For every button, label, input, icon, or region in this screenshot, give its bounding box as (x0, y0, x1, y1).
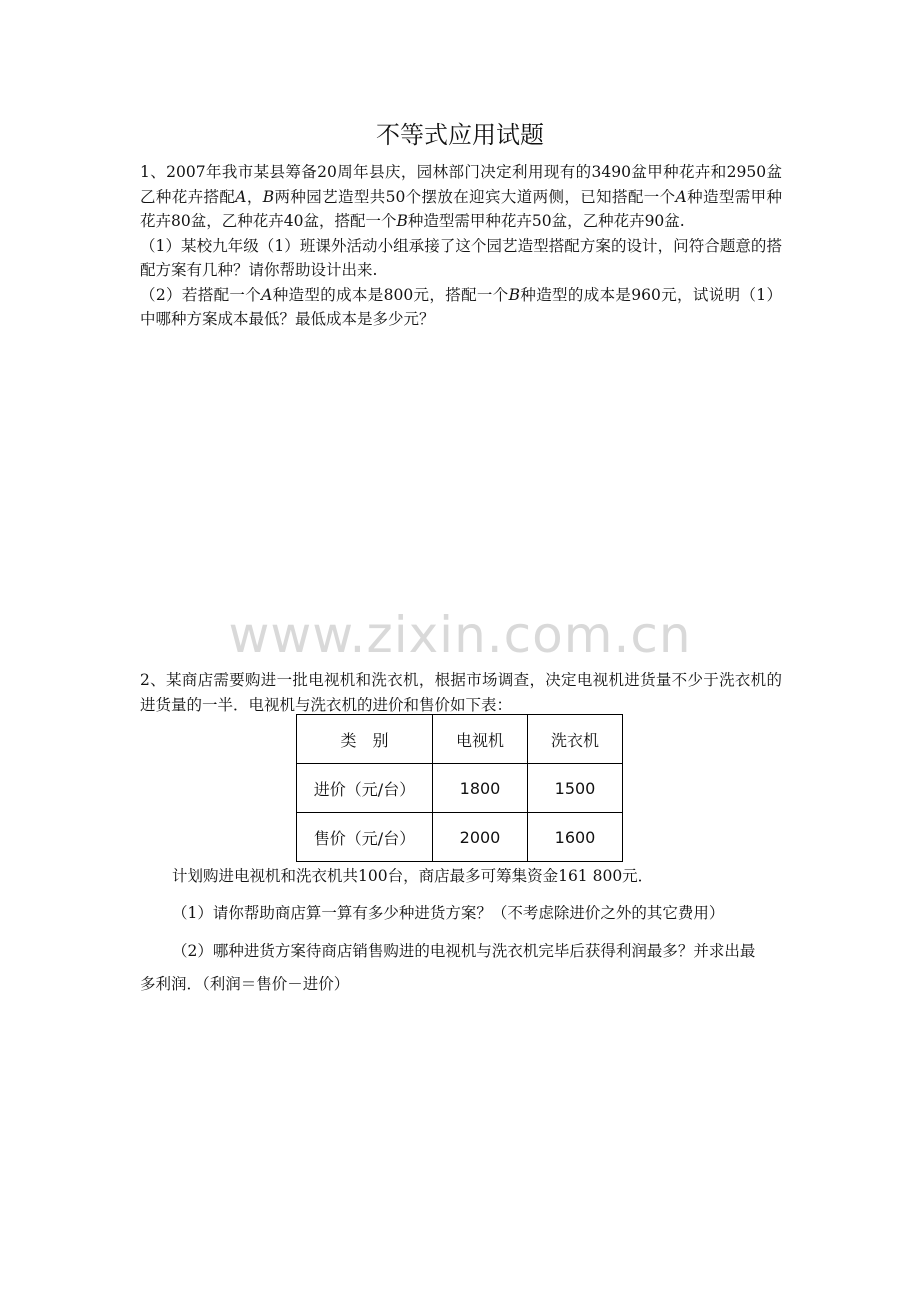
question-2-intro: 2、某商店需要购进一批电视机和洗衣机，根据市场调查，决定电视机进货量不少于洗衣机的进货量的一半．电视机与洗衣机的进价和售价如下表： (140, 671, 782, 714)
table-row (297, 813, 623, 862)
question-2-plan: 计划购进电视机和洗衣机共100台，商店最多可筹集资金161 800元． (172, 867, 654, 885)
table-cell: 1500 (528, 764, 623, 813)
table-header-cell: 电视机 (433, 715, 528, 764)
q1-stem-part: 种造型需甲种花卉80盆，乙种花卉40盆，搭配一个 (140, 187, 782, 230)
q2-part1-note: （不考虑除进价之外的其它费用） (491, 904, 725, 922)
table-cell: 1800 (433, 764, 528, 813)
var-b: B (396, 212, 408, 230)
question-1-part-2 (140, 283, 782, 332)
q2-part2-text: 多利润． (140, 975, 203, 993)
table-row (297, 764, 623, 813)
q1-part2-text: 种造型的成本是960元，试说明（1）中哪种方案成本最低？最低成本是多少元？ (140, 285, 782, 328)
q1-stem-part: 1、2007年我市某县筹备20周年县庆，园林部门决定利用现有的3490盆甲种花卉和2950盆乙种花卉搭配 (140, 163, 782, 206)
watermark: www.zixin.com.cn (228, 606, 692, 664)
table-header-cell: 类 别 (297, 715, 433, 764)
q2-part2-note: （利润＝售价－进价） (202, 975, 350, 993)
price-table (296, 714, 623, 862)
question-1-stem (140, 160, 782, 234)
question-2-part-2-cont (140, 972, 349, 996)
var-a: A (235, 187, 247, 206)
table-header-cell: 洗衣机 (528, 715, 623, 764)
question-2-part-2: （2）哪种进货方案待商店销售购进的电视机与洗衣机完毕后获得利润最多？并求出最 (172, 942, 756, 960)
q1-part2-text: （2）若搭配一个 (140, 285, 262, 304)
table-cell: 进价（元/台） (297, 764, 433, 813)
var-a: A (675, 187, 687, 206)
question-2-part-1 (172, 901, 724, 925)
var-a: A (261, 285, 273, 304)
question-1 (140, 160, 782, 332)
table-cell: 2000 (433, 813, 528, 862)
q1-stem-part: 两种园艺造型共50个摆放在迎宾大道两侧，已知搭配一个 (274, 187, 676, 206)
q1-stem-part: 种造型需甲种花卉50盆，乙种花卉90盆. (407, 212, 685, 230)
page-title: 不等式应用试题 (376, 121, 544, 149)
table-cell: 售价（元/台） (297, 813, 433, 862)
table-header-row (297, 715, 623, 764)
q1-stem-part: ， (246, 187, 263, 206)
table-cell: 1600 (528, 813, 623, 862)
question-1-part-1: （1）某校九年级（1）班课外活动小组承接了这个园艺造型搭配方案的设计，问符合题意的搭配方案有几种？请你帮助设计出来. (140, 236, 782, 279)
var-b: B (262, 187, 275, 206)
q1-part2-text: 种造型的成本是800元，搭配一个 (272, 285, 509, 304)
var-b: B (508, 285, 521, 304)
q2-part1-text: （1）请你帮助商店算一算有多少种进货方案？ (172, 904, 492, 922)
